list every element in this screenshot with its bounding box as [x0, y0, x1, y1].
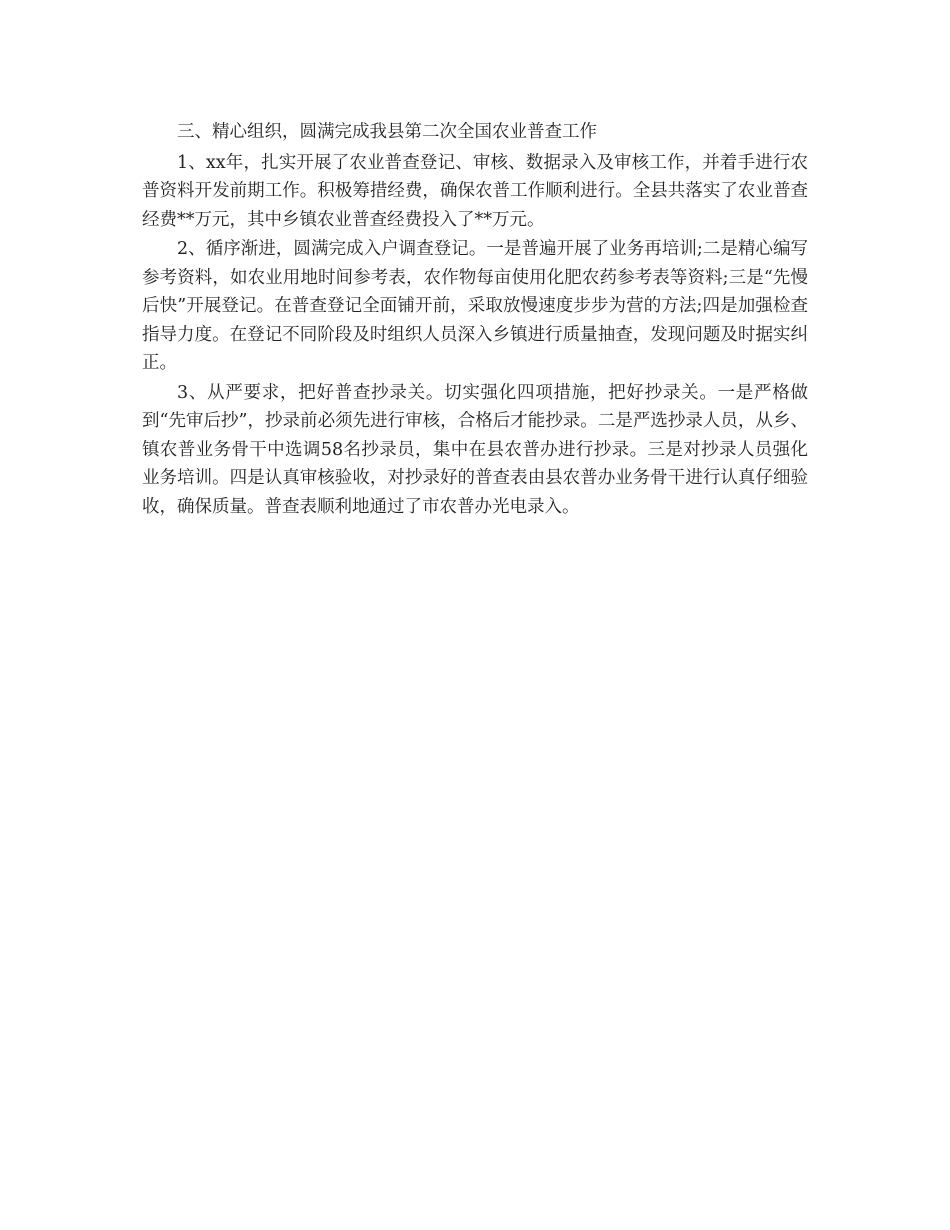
paragraph-3: 3、从严要求，把好普查抄录关。切实强化四项措施，把好抄录关。一是严格做到“先审后抄”，抄录前必须先进行审核，合格后才能抄录。二是严选抄录人员，从乡、镇农普业务骨干中选调58名抄录员，集中在县农普办进行抄录。三是对抄录人员强化业务培训。四是认真审核验收，对抄录好的普查表由县农普办业务骨干进行认真仔细验收，确保质量。普查表顺利地通过了市农普办光电录入。: [142, 382, 808, 517]
paragraph-2: 2、循序渐进，圆满完成入户调查登记。一是普遍开展了业务再培训;二是精心编写参考资料，如农业用地时间参考表，农作物每亩使用化肥农药参考表等资料;三是“先慢后快”开展登记。在普查登记全面铺开前，采取放慢速度步步为营的方法;四是加强检查指导力度。在登记不同阶段及时组织人员深入乡镇进行质量抽查，发现问题及时据实纠正。: [142, 239, 808, 373]
paragraph-1: 1、xx年，扎实开展了农业普查登记、审核、数据录入及审核工作，并着手进行农普资料开发前期工作。积极筹措经费，确保农普工作顺利进行。全县共落实了农业普查经费**万元，其中乡镇农业普查经费投入了**万元。: [142, 152, 808, 230]
section-heading: 三、精心组织，圆满完成我县第二次全国农业普查工作: [177, 122, 597, 142]
document-body: [142, 118, 808, 521]
